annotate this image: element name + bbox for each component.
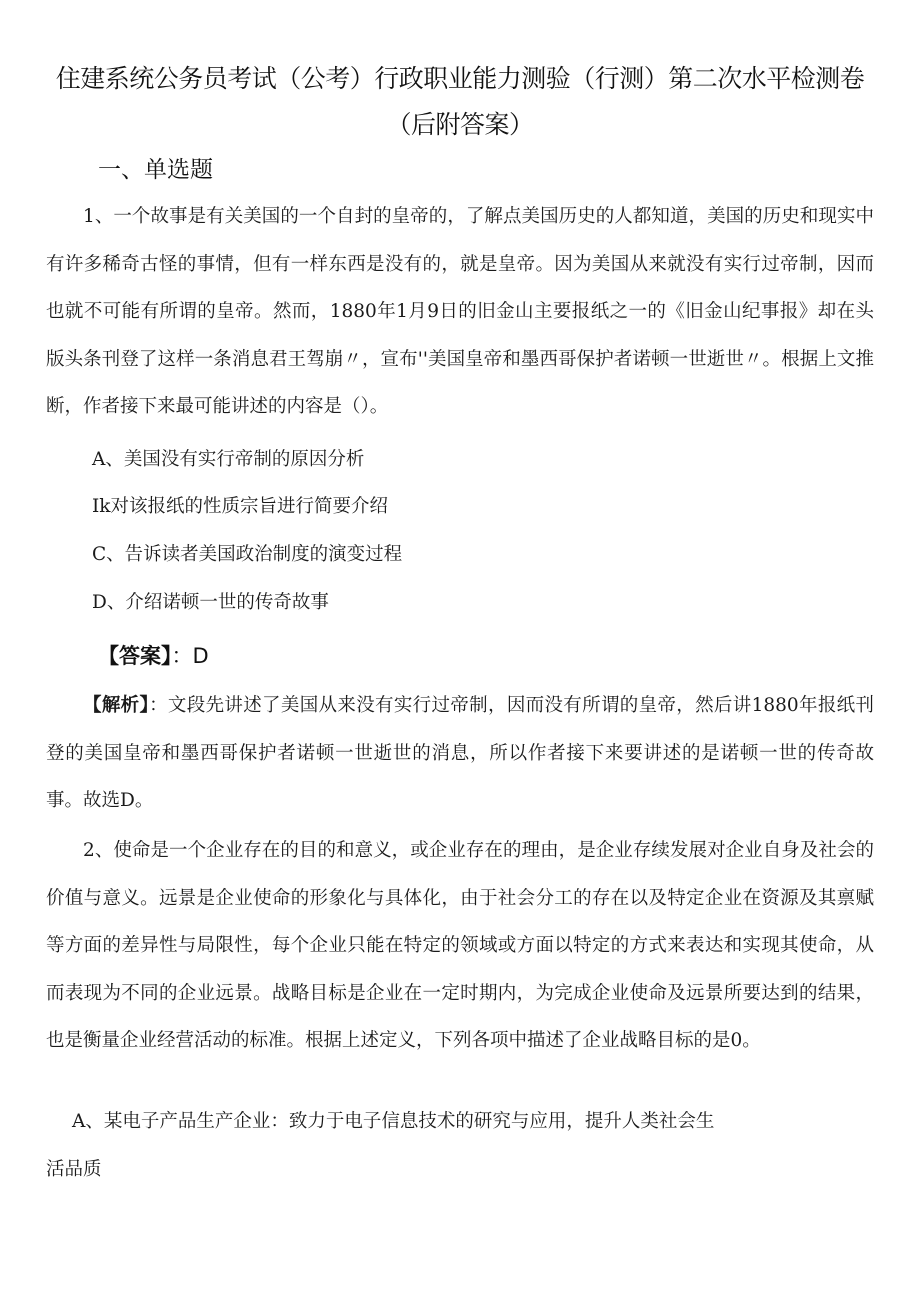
answer-label: 【答案】 [98, 644, 172, 668]
question-1-explanation [46, 682, 874, 825]
document-title: 住建系统公务员考试（公考）行政职业能力测验（行测）第二次水平检测卷（后附答案） [55, 64, 865, 139]
section-heading: 一、单选题 [98, 157, 213, 183]
explanation-text: ：文段先讲述了美国从来没有实行过帝制，因而没有所谓的皇帝，然后讲1880年报纸刊登的美国皇帝和墨西哥保护者诺顿一世逝世的消息，所以作者接下来要讲述的是诺顿一世的传奇故事。故选D。 [46, 695, 874, 811]
question-1-option-c: C、告诉读者美国政治制度的演变过程 [92, 544, 403, 565]
question-1-option-b: Ik对该报纸的性质宗旨进行简要介绍 [92, 496, 389, 517]
question-1-answer [98, 640, 209, 672]
question-2-stem: 2、使命是一个企业存在的目的和意义，或企业存在的理由，是企业存续发展对企业自身及社会的价值与意义。远景是企业使命的形象化与具体化，由于社会分工的存在以及特定企业在资源及其禀赋等方面的差异性与局限性，每个企业只能在特定的领域或方面以特定的方式来表达和实现其使命，从而表现为不同的企业远景。战略目标是企业在一定时期内，为完成企业使命及远景所要达到的结果，也是衡量企业经营活动的标准。根据上述定义，下列各项中描述了企业战略目标的是0。 [46, 840, 874, 1051]
question-1-option-a: A、美国没有实行帝制的原因分析 [92, 449, 365, 470]
question-2-option-a: A、某电子产品生产企业：致力于电子信息技术的研究与应用，提升人类社会生 [72, 1111, 715, 1132]
question-1-option-d: D、介绍诺顿一世的传奇故事 [92, 592, 329, 613]
explanation-label: 【解析】 [83, 695, 150, 716]
question-2-option-a-continued: 活品质 [46, 1159, 102, 1180]
question-1-stem: 1、一个故事是有关美国的一个自封的皇帝的，了解点美国历史的人都知道，美国的历史和现实中有许多稀奇古怪的事情，但有一样东西是没有的，就是皇帝。因为美国从来就没有实行过帝制，因而也就不可能有所谓的皇帝。然而，1880年1月9日的旧金山主要报纸之一的《旧金山纪事报》却在头版头条刊登了这样一条消息君王驾崩〃，宣布''美国皇帝和墨西哥保护者诺顿一世逝世〃。根据上文推断，作者接下来最可能讲述的内容是（）。 [46, 206, 874, 417]
answer-value: ：D [171, 644, 209, 668]
